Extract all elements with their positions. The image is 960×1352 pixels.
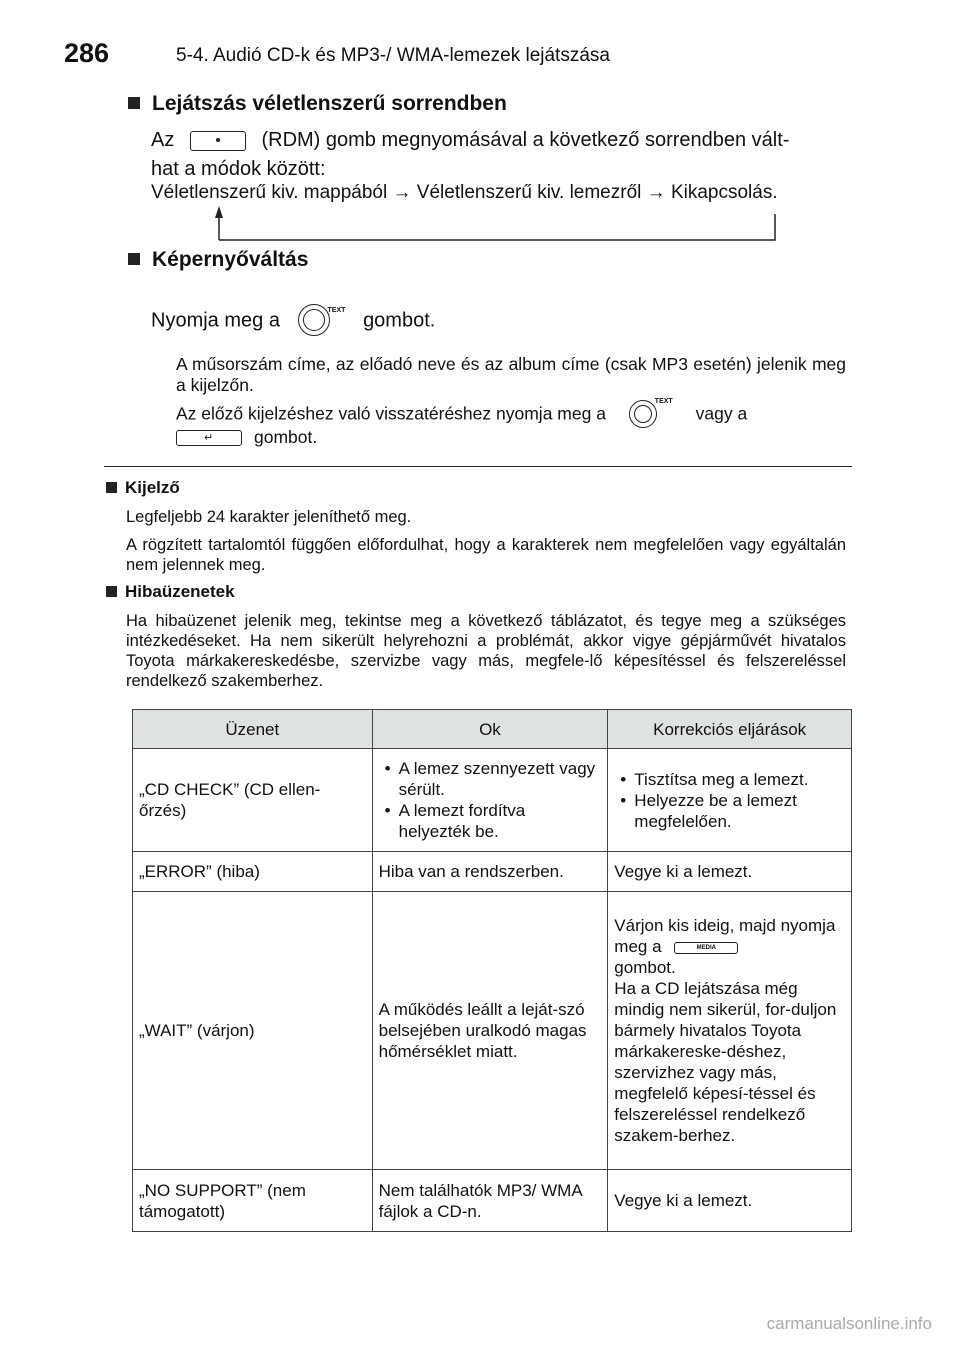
table-header: Korrekciós eljárások	[608, 710, 852, 749]
divider	[104, 466, 852, 467]
table-header: Ok	[372, 710, 608, 749]
table-cell: Vegye ki a lemezt.	[608, 852, 852, 892]
table-row	[133, 892, 852, 1170]
table-cell	[372, 749, 608, 852]
list-item: • A lemez szennyezett vagy sérült.	[379, 758, 602, 800]
table-header-row	[133, 710, 852, 749]
screen-press-instruction: Nyomja meg a TEXT gombot.	[151, 306, 435, 336]
hiba-title: Hibaüzenetek	[106, 582, 235, 602]
table-cell: Vegye ki a lemezt.	[608, 1170, 852, 1232]
back-button-icon: ↵	[176, 430, 242, 446]
table-cell: Várjon kis ideig, majd nyomja meg a MEDIA gombot. Ha a CD lejátszása még mindig nem sikerül, for-duljon bármely hivatalos Toyota márkakereske-déshez, szervizhez vagy más, megfelelő képesí-téssel és felszereléssel rendelkező szakem-berhez.	[608, 892, 852, 1170]
arrow-right-icon: →	[646, 182, 666, 203]
table-cell: „WAIT” (várjon)	[133, 892, 373, 1170]
square-bullet-icon	[106, 586, 117, 597]
list-item: • Helyezze be a lemezt megfelelően.	[614, 790, 845, 832]
square-bullet-icon	[106, 482, 117, 493]
list-item: • A lemezt fordítva helyezték be.	[379, 800, 602, 842]
table-cell: „ERROR” (hiba)	[133, 852, 373, 892]
section-random-title: Lejátszás véletlenszerű sorrendben	[128, 92, 507, 116]
table-header: Üzenet	[133, 710, 373, 749]
table-row	[133, 852, 852, 892]
arrow-right-icon: →	[392, 182, 412, 203]
cycle-return-arrow-icon	[205, 204, 785, 244]
table-cell: „CD CHECK” (CD ellen-őrzés)	[133, 749, 373, 852]
kijelzo-title: Kijelző	[106, 478, 180, 498]
table-cell: Hiba van a rendszerben.	[372, 852, 608, 892]
text-knob-icon: TEXT	[290, 294, 354, 336]
page-number: 286	[64, 38, 110, 68]
table-cell	[608, 749, 852, 852]
hiba-p1: Ha hibaüzenet jelenik meg, tekintse meg a következő táblázatot, és tegye meg a szükséges intézkedéseket. Ha nem sikerült helyrehozni a problémát, akkor vigye gépjárművét hivatalos Toyota márkakereskedésbe, szervizbe vagy más, megfele-lő képesítéssel és felszereléssel rendelkező szakemberhez.	[126, 612, 846, 690]
screen-note-1: A műsorszám címe, az előadó neve és az album címe (csak MP3 esetén) jelenik meg a kijelzőn.	[176, 354, 846, 395]
table-cell: „NO SUPPORT” (nem támogatott)	[133, 1170, 373, 1232]
table-row	[133, 1170, 852, 1232]
random-cycle: Véletlenszerű kiv. mappából → Véletlenszerű kiv. lemezről → Kikapcsolás.	[151, 182, 778, 203]
square-bullet-icon	[128, 97, 140, 109]
screen-note-2: Az előző kijelzéshez való visszatéréshez nyomja meg a TEXT vagy a	[176, 403, 846, 427]
table-cell: Nem találhatók MP3/ WMA fájlok a CD-n.	[372, 1170, 608, 1232]
list-item: • Tisztítsa meg a lemezt.	[614, 769, 845, 790]
section-screen-title: Képernyőváltás	[128, 248, 308, 272]
watermark: carmanualsonline.info	[766, 1314, 932, 1333]
media-button-icon: MEDIA	[674, 942, 738, 954]
error-table	[132, 709, 852, 1232]
random-description: Az (RDM) gomb megnyomásával a következő sorrendben vált- hat a módok között:	[151, 129, 790, 180]
table-row	[133, 749, 852, 852]
kijelzo-p2: A rögzített tartalomtól függően előfordulhat, hogy a karakterek nem megfelelően vagy egyáltalán nem jelennek meg.	[126, 536, 846, 574]
square-bullet-icon	[128, 253, 140, 265]
chapter-title: 5-4. Audió CD-k és MP3-/ WMA-lemezek lejátszása	[176, 45, 610, 66]
screen-note-2-cont: ↵ gombot.	[176, 427, 317, 448]
table-cell: A működés leállt a leját-szó belsejében uralkodó magas hőmérséklet miatt.	[372, 892, 608, 1170]
kijelzo-p1: Legfeljebb 24 karakter jeleníthető meg.	[126, 508, 412, 526]
rdm-button-icon	[190, 131, 246, 151]
text-knob-icon: TEXT	[625, 393, 677, 427]
